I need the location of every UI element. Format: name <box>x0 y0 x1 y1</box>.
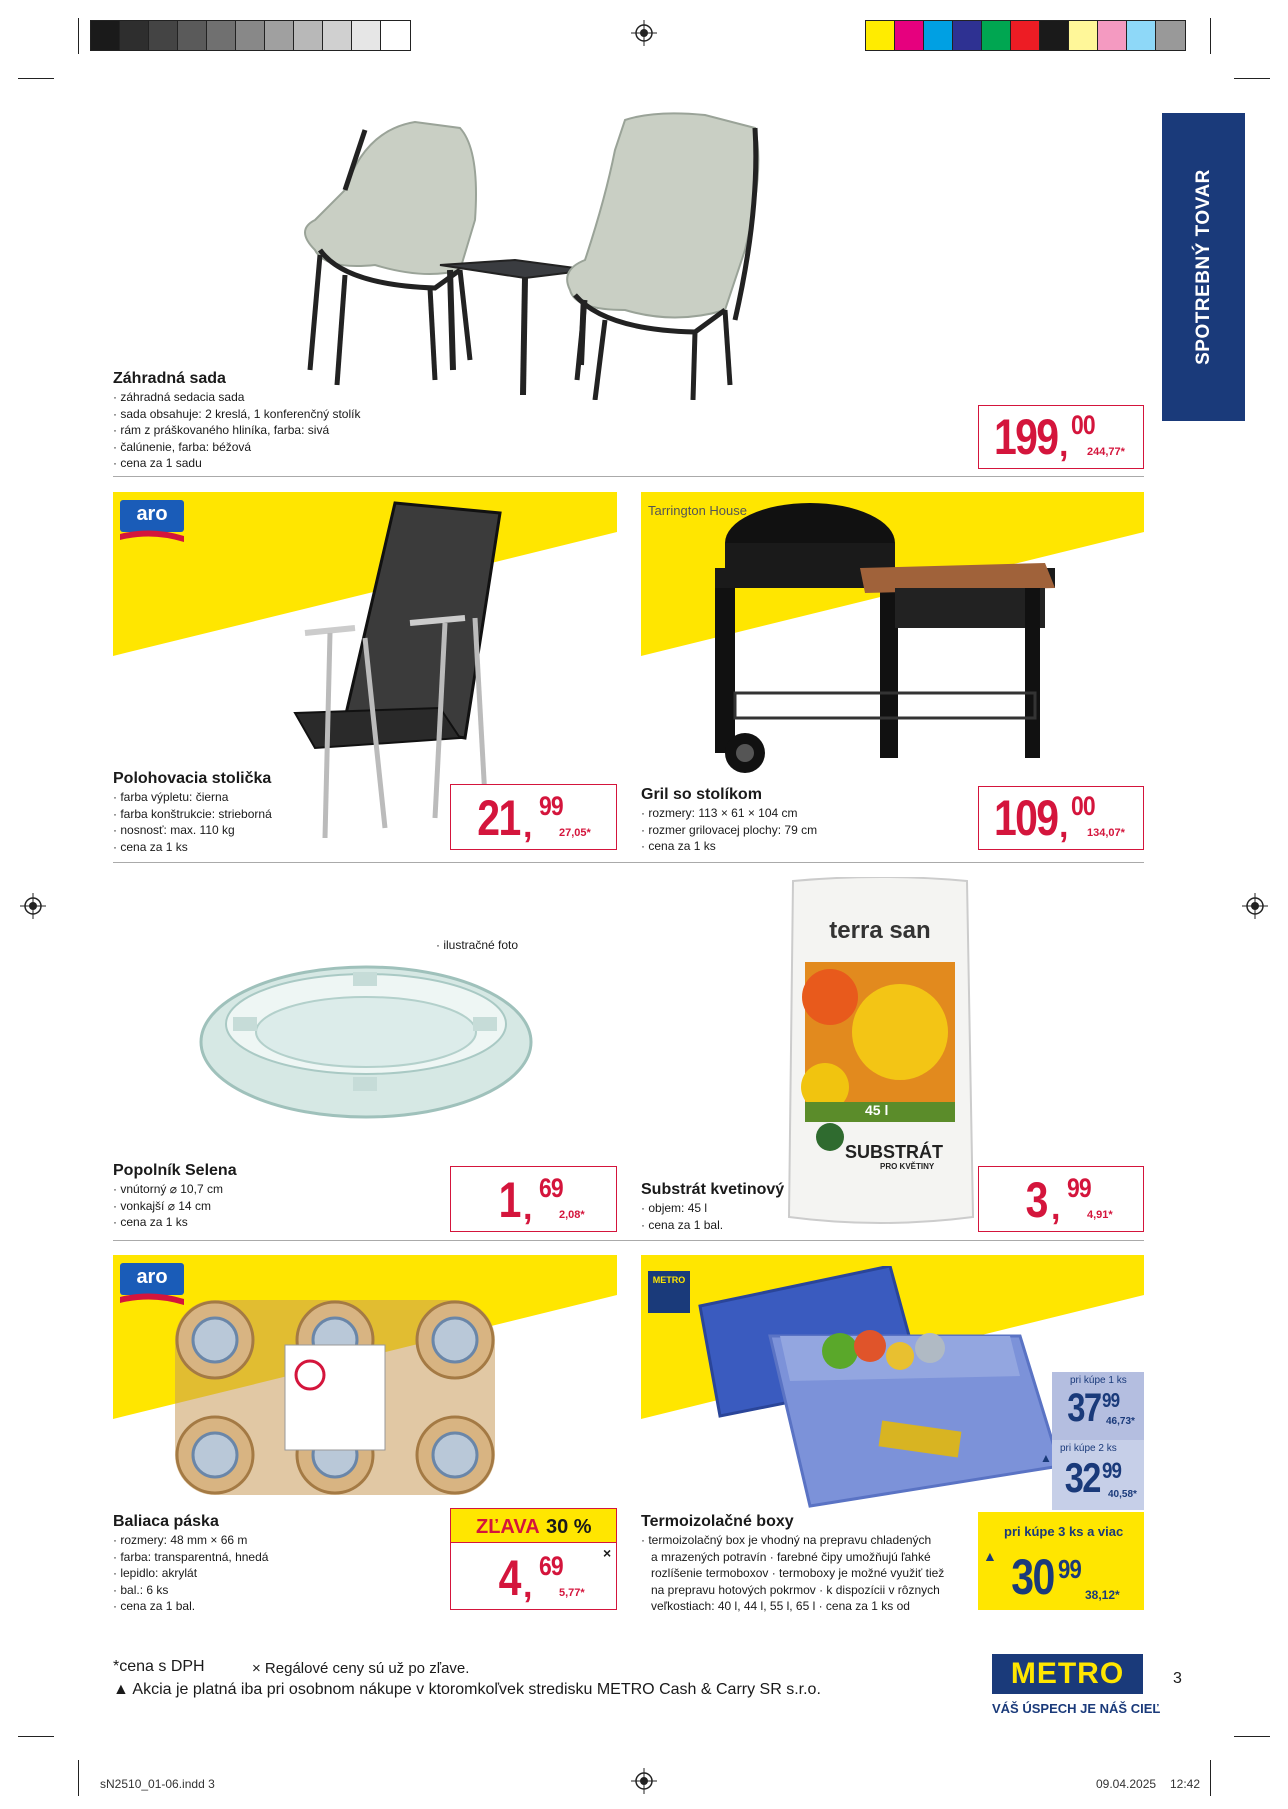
promo-note: ▲ Akcia je platná iba pri osobnom nákupe v ktoromkoľvek stredisku METRO Cash & Carry SR s.r.o. <box>113 1681 821 1698</box>
price-comma: , <box>1051 1189 1061 1227</box>
tier-price-main: 32 <box>1064 1454 1100 1501</box>
divider <box>113 1240 1144 1241</box>
price-cents: 69 <box>539 1173 563 1203</box>
discount-value: 30 % <box>546 1516 592 1538</box>
regal-price-note: × Regálové ceny sú už po zľave. <box>252 1660 470 1677</box>
product-description <box>641 1200 723 1233</box>
price-tier-2 <box>1052 1440 1144 1510</box>
price-comma: , <box>523 1189 533 1227</box>
product-bullet: · farba: transparentná, hnedá <box>113 1549 268 1566</box>
product-name: Popolník Selena <box>113 1162 237 1179</box>
illustration-caption-text: ilustračné foto <box>443 938 519 952</box>
aro-logo <box>118 498 186 542</box>
product-bullet: · cena za 1 sadu <box>113 455 360 472</box>
page-number: 3 <box>1173 1670 1182 1687</box>
discount-label: ZĽAVA <box>476 1516 540 1538</box>
price-with-vat: 2,08* <box>559 1209 585 1221</box>
grill-image <box>715 498 1065 783</box>
product-description <box>113 389 360 472</box>
registration-mark-icon <box>1242 893 1268 919</box>
product-name: Gril so stolíkom <box>641 786 762 803</box>
price-main: 1 <box>498 1172 520 1228</box>
tier-price-cents: 99 <box>1102 1390 1120 1412</box>
vat-note: *cena s DPH <box>113 1658 205 1675</box>
print-time: 12:42 <box>1170 1777 1201 1791</box>
product-bullet: · objem: 45 l <box>641 1200 723 1217</box>
product-bullet: · rozmery: 48 mm × 66 m <box>113 1532 268 1549</box>
tier-label: pri kúpe 1 ks <box>1070 1375 1127 1386</box>
tier-label: pri kúpe 3 ks a viac <box>1004 1524 1124 1539</box>
price-with-vat: 244,77* <box>1087 446 1125 458</box>
price-box <box>978 405 1144 469</box>
product-bullet: · čalúnenie, farba: béžová <box>113 439 360 456</box>
promo-triangle-icon: ▲ <box>983 1548 997 1564</box>
price-with-vat: 27,05* <box>559 827 591 839</box>
aro-logo-text: aro <box>136 1266 168 1288</box>
divider <box>113 476 1144 477</box>
price-main: 4 <box>498 1550 520 1606</box>
regal-price-mark: × <box>603 1545 612 1561</box>
aro-logo-text: aro <box>136 503 168 525</box>
discount-badge <box>450 1508 617 1544</box>
product-description-line: na prepravu hotových pokrmov · k dispozícii v rôznych <box>651 1582 940 1597</box>
price-cents: 69 <box>539 1551 563 1581</box>
product-description <box>113 1181 223 1231</box>
price-box <box>978 786 1144 850</box>
brand-label: Tarrington House <box>648 503 747 518</box>
price-with-vat: 134,07* <box>1087 827 1125 839</box>
product-bullet: · farba konštrukcie: strieborná <box>113 806 272 823</box>
price-main: 3 <box>1025 1172 1047 1228</box>
substrate-brand-text: terra san <box>829 917 931 944</box>
product-name: Záhradná sada <box>113 370 226 387</box>
tier-price-vat: 40,58* <box>1108 1489 1137 1500</box>
price-with-vat: 4,91* <box>1087 1209 1113 1221</box>
metro-slogan: VÁŠ ÚSPECH JE NÁŠ CIEĽ <box>992 1701 1161 1716</box>
metro-logo-text: METRO <box>1010 1657 1125 1690</box>
price-main: 199 <box>993 409 1057 465</box>
price-main: 109 <box>993 790 1057 846</box>
product-description <box>641 805 817 855</box>
product-description-line: · termoizolačný box je vhodný na prepravu chladených <box>641 1532 944 1549</box>
product-description-line: veľkostiach: 40 l, 44 l, 55 l, 65 l · cena za 1 ks od <box>651 1599 910 1613</box>
divider <box>113 862 1144 863</box>
product-bullet: · cena za 1 ks <box>113 839 272 856</box>
price-comma: , <box>1059 807 1069 845</box>
product-bullet: · cena za 1 bal. <box>641 1217 723 1234</box>
substrate-pack-subtitle: PRO KVĚTINY <box>880 1162 935 1171</box>
garden-set-image <box>285 110 885 400</box>
product-bullet: · nosnosť: max. 110 kg <box>113 822 272 839</box>
price-box <box>450 1166 617 1232</box>
tier-price-cents: 99 <box>1102 1458 1122 1483</box>
category-tab <box>1162 113 1245 421</box>
price-comma: , <box>1059 426 1069 464</box>
product-description <box>641 1532 944 1615</box>
price-comma: , <box>523 1567 533 1605</box>
print-date: 09.04.2025 <box>1096 1777 1157 1791</box>
registration-mark-icon <box>20 893 46 919</box>
product-name: Substrát kvetinový <box>641 1181 785 1198</box>
color-strip <box>865 20 1186 51</box>
product-bullet: · sada obsahuje: 2 kreslá, 1 konferenčný stolík <box>113 406 360 423</box>
print-file-name: sN2510_01-06.indd 3 <box>100 1777 215 1791</box>
product-bullet: · záhradná sedacia sada <box>113 389 360 406</box>
price-tier-3 <box>978 1512 1144 1610</box>
tier-price-main: 30 <box>1011 1549 1054 1605</box>
product-description-line: a mrazených potravín · farebné čipy umožňujú ľahké <box>651 1549 931 1564</box>
product-bullet: · rozmery: 113 × 61 × 104 cm <box>641 805 817 822</box>
tier-price-cents: 99 <box>1058 1554 1081 1584</box>
grayscale-strip <box>90 20 411 51</box>
substrate-pack-title: SUBSTRÁT <box>845 1142 943 1162</box>
tier-price-main: 37 <box>1066 1386 1100 1430</box>
product-name: Termoizolačné boxy <box>641 1513 794 1530</box>
price-main: 21 <box>477 790 520 846</box>
product-description-line: rozlíšenie termoboxov · termoboxy je možné využiť tiež <box>651 1566 945 1580</box>
product-description <box>113 789 272 855</box>
tier-price-vat: 46,73* <box>1106 1416 1135 1427</box>
price-cents: 00 <box>1071 410 1095 440</box>
promo-triangle-icon: ▲ <box>1040 1451 1052 1465</box>
thermobox-image <box>690 1266 1070 1526</box>
price-comma: , <box>523 807 533 845</box>
category-tab-label: SPOTREBNÝ TOVAR <box>1192 169 1214 365</box>
registration-mark-icon <box>631 20 657 46</box>
price-box <box>978 1166 1144 1232</box>
tier-label: pri kúpe 2 ks <box>1060 1443 1117 1454</box>
substrate-volume-text: 45 l <box>865 1102 889 1118</box>
product-bullet: · rozmer grilovacej plochy: 79 cm <box>641 822 817 839</box>
product-description <box>113 1532 268 1615</box>
product-bullet: · lepidlo: akrylát <box>113 1565 268 1582</box>
price-with-vat: 5,77* <box>559 1587 585 1599</box>
product-bullet: · vnútorný ⌀ 10,7 cm <box>113 1181 223 1198</box>
price-cents: 00 <box>1071 791 1095 821</box>
product-bullet: · farba výpletu: čierna <box>113 789 272 806</box>
product-bullet: · bal.: 6 ks <box>113 1582 268 1599</box>
packing-tape-image <box>170 1295 500 1500</box>
product-bullet: · cena za 1 bal. <box>113 1598 268 1615</box>
product-bullet: · rám z práškovaného hliníka, farba: sivá <box>113 422 360 439</box>
illustration-caption: · ilustračné foto <box>436 938 519 952</box>
price-cents: 99 <box>539 791 563 821</box>
price-tier-1 <box>1052 1372 1144 1440</box>
price-cents: 99 <box>1067 1173 1091 1203</box>
product-bullet: · vonkajší ⌀ 14 cm <box>113 1198 223 1215</box>
product-name: Polohovacia stolička <box>113 770 272 787</box>
price-box <box>450 784 617 850</box>
price-box <box>450 1542 617 1610</box>
tier-price-vat: 38,12* <box>1085 1588 1120 1602</box>
metro-professional-logo <box>648 1271 690 1313</box>
metro-professional-logo-text: METRO <box>652 1275 686 1285</box>
substrate-bag-image <box>785 877 975 1229</box>
product-bullet: · cena za 1 ks <box>641 838 817 855</box>
product-bullet: · cena za 1 ks <box>113 1214 223 1231</box>
product-name: Baliaca páska <box>113 1513 219 1530</box>
registration-mark-icon <box>631 1768 657 1794</box>
metro-logo <box>992 1654 1143 1694</box>
ashtray-image <box>198 952 535 1122</box>
